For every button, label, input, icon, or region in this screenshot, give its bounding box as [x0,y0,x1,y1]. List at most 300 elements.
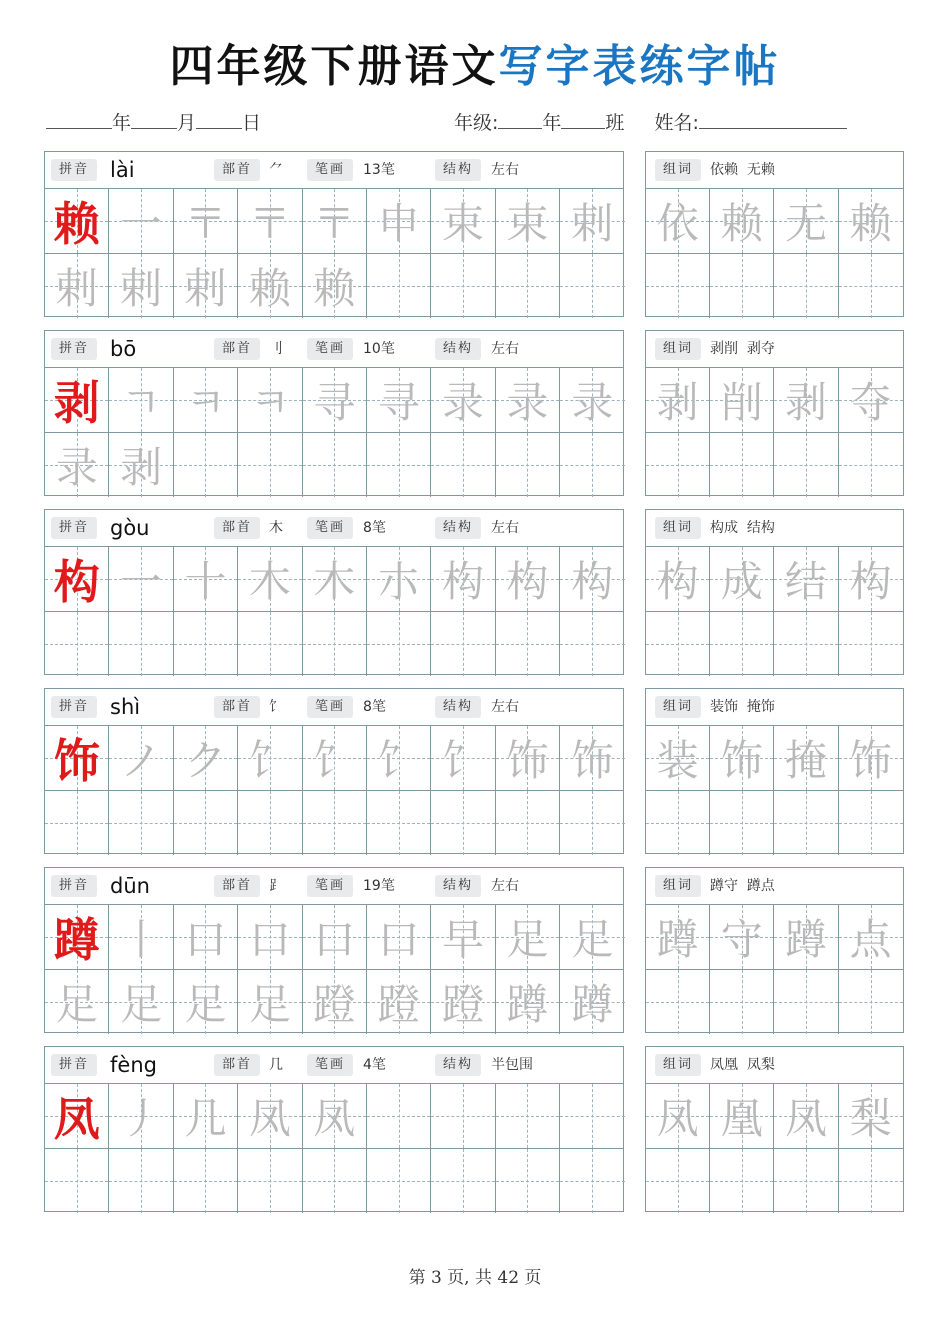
model-character: 赖 [53,197,100,251]
word-grid [646,1084,903,1213]
writing-cell[interactable] [774,547,838,611]
writing-cell[interactable] [496,612,560,676]
stroke-practice-box [44,867,624,1033]
writing-cell[interactable] [710,970,774,1034]
word-grid [646,547,903,676]
writing-cell[interactable] [367,905,431,969]
student-line [454,108,847,135]
name-label: 姓名: [654,112,699,134]
writing-cell[interactable] [646,791,710,855]
structure-value: 左右 [491,520,519,536]
writing-cell[interactable] [431,970,495,1034]
writing-cell[interactable] [367,368,431,432]
title-main: 四年级下册语文 [169,41,499,92]
stroke-step-character: 足 [55,980,98,1029]
writing-cell[interactable] [109,189,173,253]
word-practice-box [645,509,904,675]
grid-row [45,611,623,676]
writing-cell[interactable] [839,189,903,253]
writing-cell[interactable] [560,547,624,611]
writing-cell[interactable] [109,254,173,318]
word-character: 成 [720,557,763,606]
word-character: 削 [720,378,763,427]
radical-value: 饣 [269,699,283,715]
writing-cell[interactable] [839,1149,903,1213]
words-value: 构成 结构 [710,520,775,536]
stroke-step-character: 口 [313,915,356,964]
writing-cell[interactable] [45,433,109,497]
stroke-practice-box [44,509,624,675]
radical-value: ⺈ [269,162,283,178]
writing-cell[interactable] [560,905,624,969]
month-blank[interactable] [131,108,177,129]
stroke-practice-box [44,330,624,496]
writing-cell[interactable] [774,368,838,432]
writing-cell[interactable] [367,612,431,676]
word-grid [646,368,903,497]
pinyin-value: lài [110,158,135,182]
writing-cell[interactable] [646,1084,710,1148]
practice-grid [45,189,623,318]
grid-row [646,1084,903,1148]
writing-cell[interactable] [496,1149,560,1213]
stroke-step-character: 蹬 [377,980,420,1029]
writing-cell[interactable] [367,791,431,855]
word-character: 剥 [784,378,827,427]
writing-cell[interactable] [839,905,903,969]
writing-cell[interactable] [238,1084,302,1148]
writing-cell[interactable] [45,547,109,611]
stroke-step-character: 口 [184,915,227,964]
writing-cell[interactable] [45,1149,109,1213]
writing-cell[interactable] [496,547,560,611]
pinyin-value: fèng [110,1053,157,1077]
class-blank[interactable] [561,108,605,129]
stroke-step-character: 早 [442,915,485,964]
character-block [0,867,950,1035]
writing-cell[interactable] [560,970,624,1034]
writing-cell[interactable] [710,726,774,790]
writing-cell[interactable] [174,612,238,676]
writing-cell[interactable] [303,189,367,253]
structure-value: 左右 [491,341,519,357]
writing-cell[interactable] [45,905,109,969]
radical-value: 刂 [269,341,283,357]
stroke-step-character: 足 [506,915,549,964]
writing-cell[interactable] [774,433,838,497]
writing-cell[interactable] [45,726,109,790]
writing-cell[interactable] [174,547,238,611]
character-block [0,688,950,856]
writing-cell[interactable] [774,726,838,790]
grid-row [646,726,903,790]
word-character: 无 [784,199,827,248]
stroke-step-character: 寻 [313,378,356,427]
word-grid [646,726,903,855]
word-character: 构 [849,557,892,606]
writing-cell[interactable] [646,970,710,1034]
stroke-step-character: 口 [248,915,291,964]
writing-cell[interactable] [646,905,710,969]
word-practice-box [645,151,904,317]
writing-cell[interactable] [774,1084,838,1148]
writing-cell[interactable] [174,433,238,497]
writing-cell[interactable] [431,1149,495,1213]
writing-cell[interactable] [496,1084,560,1148]
pinyin-tag: 拼音 [51,1054,97,1076]
writing-cell[interactable] [238,547,302,611]
writing-cell[interactable] [710,612,774,676]
word-character: 饰 [849,736,892,785]
writing-cell[interactable] [496,368,560,432]
writing-cell[interactable] [431,612,495,676]
stroke-step-character: 丿 [120,1094,163,1143]
writing-cell[interactable] [646,433,710,497]
model-character: 饰 [53,734,100,788]
word-character: 夺 [849,378,892,427]
writing-cell[interactable] [238,905,302,969]
character-block [0,151,950,319]
word-character: 构 [656,557,699,606]
name-blank[interactable] [699,108,847,129]
grid-row [45,790,623,855]
day-label: 日 [242,112,262,134]
stroke-step-character: 饣 [248,736,291,785]
writing-cell[interactable] [109,1084,173,1148]
strokes-value: 8笔 [363,699,386,715]
writing-cell[interactable] [560,189,624,253]
words-value: 蹲守 蹲点 [710,878,775,894]
writing-cell[interactable] [496,189,560,253]
writing-cell[interactable] [774,905,838,969]
page-title [0,30,950,94]
stroke-step-character: 赖 [248,264,291,313]
writing-cell[interactable] [45,254,109,318]
radical-value: 木 [269,520,283,536]
writing-cell[interactable] [710,905,774,969]
model-character: 构 [53,555,100,609]
page-number: 第 3 页, 共 42 页 [408,1268,542,1288]
writing-cell[interactable] [774,1149,838,1213]
words-tag: 组词 [655,517,701,539]
grid-row [646,790,903,855]
words-value: 凤凰 凤梨 [710,1057,775,1073]
writing-cell[interactable] [367,433,431,497]
writing-cell[interactable] [646,254,710,318]
writing-cell[interactable] [496,726,560,790]
writing-cell[interactable] [109,726,173,790]
writing-cell[interactable] [774,189,838,253]
writing-cell[interactable] [303,547,367,611]
day-blank[interactable] [196,108,242,129]
word-grid [646,189,903,318]
writing-cell[interactable] [839,254,903,318]
stroke-step-character: 足 [248,980,291,1029]
strokes-tag: 笔画 [307,1054,353,1076]
writing-cell[interactable] [238,368,302,432]
writing-cell[interactable] [109,433,173,497]
character-block [0,330,950,498]
pinyin-tag: 拼音 [51,875,97,897]
writing-cell[interactable] [839,547,903,611]
grid-row [646,368,903,432]
writing-cell[interactable] [560,1149,624,1213]
stroke-step-character: 蹬 [442,980,485,1029]
writing-cell[interactable] [367,254,431,318]
writing-cell[interactable] [710,189,774,253]
stroke-step-character: 录 [506,378,549,427]
stroke-step-character: 饰 [506,736,549,785]
stroke-step-character: ㅋ [185,378,226,427]
writing-cell[interactable] [839,1084,903,1148]
writing-cell[interactable] [109,368,173,432]
stroke-step-character: 寻 [377,378,420,427]
writing-cell[interactable] [45,189,109,253]
grid-row [646,547,903,611]
writing-cell[interactable] [431,1084,495,1148]
stroke-step-character: 〒 [248,199,291,248]
writing-cell[interactable] [238,189,302,253]
radical-tag: 部首 [214,1054,260,1076]
writing-cell[interactable] [367,547,431,611]
stroke-step-character: 朩 [377,557,420,606]
grid-row [45,547,623,611]
stroke-step-character: 录 [442,378,485,427]
structure-tag: 结构 [435,1054,481,1076]
writing-cell[interactable] [367,726,431,790]
writing-cell[interactable] [303,726,367,790]
writing-cell[interactable] [839,368,903,432]
stroke-step-character: 剌 [55,264,98,313]
writing-cell[interactable] [839,970,903,1034]
writing-cell[interactable] [109,791,173,855]
word-character: 蹲 [656,915,699,964]
pinyin-tag: 拼音 [51,696,97,718]
writing-cell[interactable] [710,547,774,611]
writing-cell[interactable] [367,970,431,1034]
stroke-step-character: 口 [377,915,420,964]
writing-cell[interactable] [646,189,710,253]
writing-cell[interactable] [109,1149,173,1213]
practice-grid [45,1084,623,1213]
writing-cell[interactable] [367,1084,431,1148]
writing-cell[interactable] [238,791,302,855]
writing-cell[interactable] [496,433,560,497]
stroke-step-character: 十 [184,557,227,606]
writing-cell[interactable] [774,254,838,318]
writing-cell[interactable] [174,254,238,318]
word-practice-box [645,330,904,496]
writing-cell[interactable] [710,433,774,497]
word-info [646,689,903,726]
writing-cell[interactable] [303,1084,367,1148]
stroke-step-character: 丨 [120,915,163,964]
word-character: 装 [656,736,699,785]
structure-tag: 结构 [435,517,481,539]
writing-cell[interactable] [560,726,624,790]
structure-value: 左右 [491,699,519,715]
writing-cell[interactable] [560,791,624,855]
writing-cell[interactable] [646,547,710,611]
stroke-step-character: ノ [120,736,163,785]
grid-row [646,432,903,497]
writing-cell[interactable] [496,254,560,318]
writing-cell[interactable] [774,970,838,1034]
writing-cell[interactable] [238,970,302,1034]
stroke-step-character: 一 [120,199,163,248]
writing-cell[interactable] [303,970,367,1034]
writing-cell[interactable] [710,254,774,318]
character-info [45,152,623,189]
writing-cell[interactable] [646,612,710,676]
writing-cell[interactable] [238,612,302,676]
strokes-tag: 笔画 [307,696,353,718]
writing-cell[interactable] [560,368,624,432]
writing-cell[interactable] [303,433,367,497]
writing-cell[interactable] [646,1149,710,1213]
word-character: 蹲 [784,915,827,964]
model-character: 剥 [53,376,100,430]
stroke-step-character: ㄱ [120,378,162,427]
writing-cell[interactable] [646,368,710,432]
pinyin-value: shì [110,695,141,719]
writing-cell[interactable] [496,970,560,1034]
writing-cell[interactable] [174,905,238,969]
writing-cell[interactable] [646,726,710,790]
structure-tag: 结构 [435,696,481,718]
character-info [45,510,623,547]
writing-cell[interactable] [45,612,109,676]
writing-cell[interactable] [431,547,495,611]
writing-cell[interactable] [431,433,495,497]
writing-cell[interactable] [710,1149,774,1213]
stroke-step-character: 剥 [120,443,163,492]
grade-blank[interactable] [498,108,542,129]
character-info [45,689,623,726]
writing-cell[interactable] [174,1149,238,1213]
writing-cell[interactable] [303,905,367,969]
strokes-tag: 笔画 [307,338,353,360]
word-info [646,1047,903,1084]
writing-cell[interactable] [174,791,238,855]
strokes-tag: 笔画 [307,517,353,539]
stroke-step-character: 木 [248,557,291,606]
writing-cell[interactable] [839,433,903,497]
writing-cell[interactable] [174,726,238,790]
writing-cell[interactable] [839,726,903,790]
writing-cell[interactable] [238,1149,302,1213]
writing-cell[interactable] [431,368,495,432]
writing-cell[interactable] [174,368,238,432]
date-line [46,108,261,135]
radical-tag: 部首 [214,338,260,360]
writing-cell[interactable] [839,791,903,855]
writing-cell[interactable] [238,433,302,497]
stroke-step-character: 剌 [120,264,163,313]
writing-cell[interactable] [303,791,367,855]
stroke-step-character: 蹲 [506,980,549,1029]
pinyin-value: dūn [110,874,150,898]
writing-cell[interactable] [560,254,624,318]
practice-grid [45,726,623,855]
word-character: 梨 [849,1094,892,1143]
stroke-step-character: 束 [506,199,549,248]
writing-cell[interactable] [367,1149,431,1213]
words-tag: 组词 [655,159,701,181]
word-character: 凤 [656,1094,699,1143]
writing-cell[interactable] [303,254,367,318]
writing-cell[interactable] [174,970,238,1034]
word-character: 赖 [720,199,763,248]
pinyin-value: gòu [110,516,150,540]
strokes-tag: 笔画 [307,159,353,181]
writing-cell[interactable] [431,189,495,253]
writing-cell[interactable] [496,905,560,969]
writing-cell[interactable] [109,547,173,611]
practice-grid [45,368,623,497]
writing-cell[interactable] [45,970,109,1034]
stroke-step-character: 足 [571,915,614,964]
year-blank[interactable] [46,108,112,129]
writing-cell[interactable] [839,612,903,676]
writing-cell[interactable] [710,368,774,432]
grid-row [646,905,903,969]
grid-row [45,189,623,253]
writing-cell[interactable] [109,970,173,1034]
stroke-step-character: 束 [442,199,485,248]
structure-value: 左右 [491,878,519,894]
writing-cell[interactable] [45,1084,109,1148]
writing-cell[interactable] [45,791,109,855]
writing-cell[interactable] [560,1084,624,1148]
writing-cell[interactable] [303,612,367,676]
strokes-tag: 笔画 [307,875,353,897]
writing-cell[interactable] [174,1084,238,1148]
writing-cell[interactable] [431,791,495,855]
writing-cell[interactable] [45,368,109,432]
writing-cell[interactable] [109,612,173,676]
stroke-step-character: 〒 [313,199,356,248]
stroke-step-character: 剌 [571,199,614,248]
writing-cell[interactable] [109,905,173,969]
writing-cell[interactable] [303,1149,367,1213]
month-label: 月 [177,112,197,134]
writing-cell[interactable] [496,791,560,855]
word-character: 掩 [784,736,827,785]
writing-cell[interactable] [238,254,302,318]
grid-row [45,726,623,790]
writing-cell[interactable] [560,433,624,497]
writing-cell[interactable] [431,254,495,318]
grade-label: 年级: [454,112,499,134]
writing-cell[interactable] [431,726,495,790]
writing-cell[interactable] [710,791,774,855]
writing-cell[interactable] [367,189,431,253]
writing-cell[interactable] [431,905,495,969]
stroke-step-character: 赖 [313,264,356,313]
writing-cell[interactable] [238,726,302,790]
writing-cell[interactable] [710,1084,774,1148]
writing-cell[interactable] [174,189,238,253]
writing-cell[interactable] [303,368,367,432]
stroke-step-character: 剌 [184,264,227,313]
writing-cell[interactable] [560,612,624,676]
stroke-practice-box [44,688,624,854]
writing-cell[interactable] [774,612,838,676]
stroke-step-character: 饰 [571,736,614,785]
writing-cell[interactable] [774,791,838,855]
grid-row [45,1148,623,1213]
